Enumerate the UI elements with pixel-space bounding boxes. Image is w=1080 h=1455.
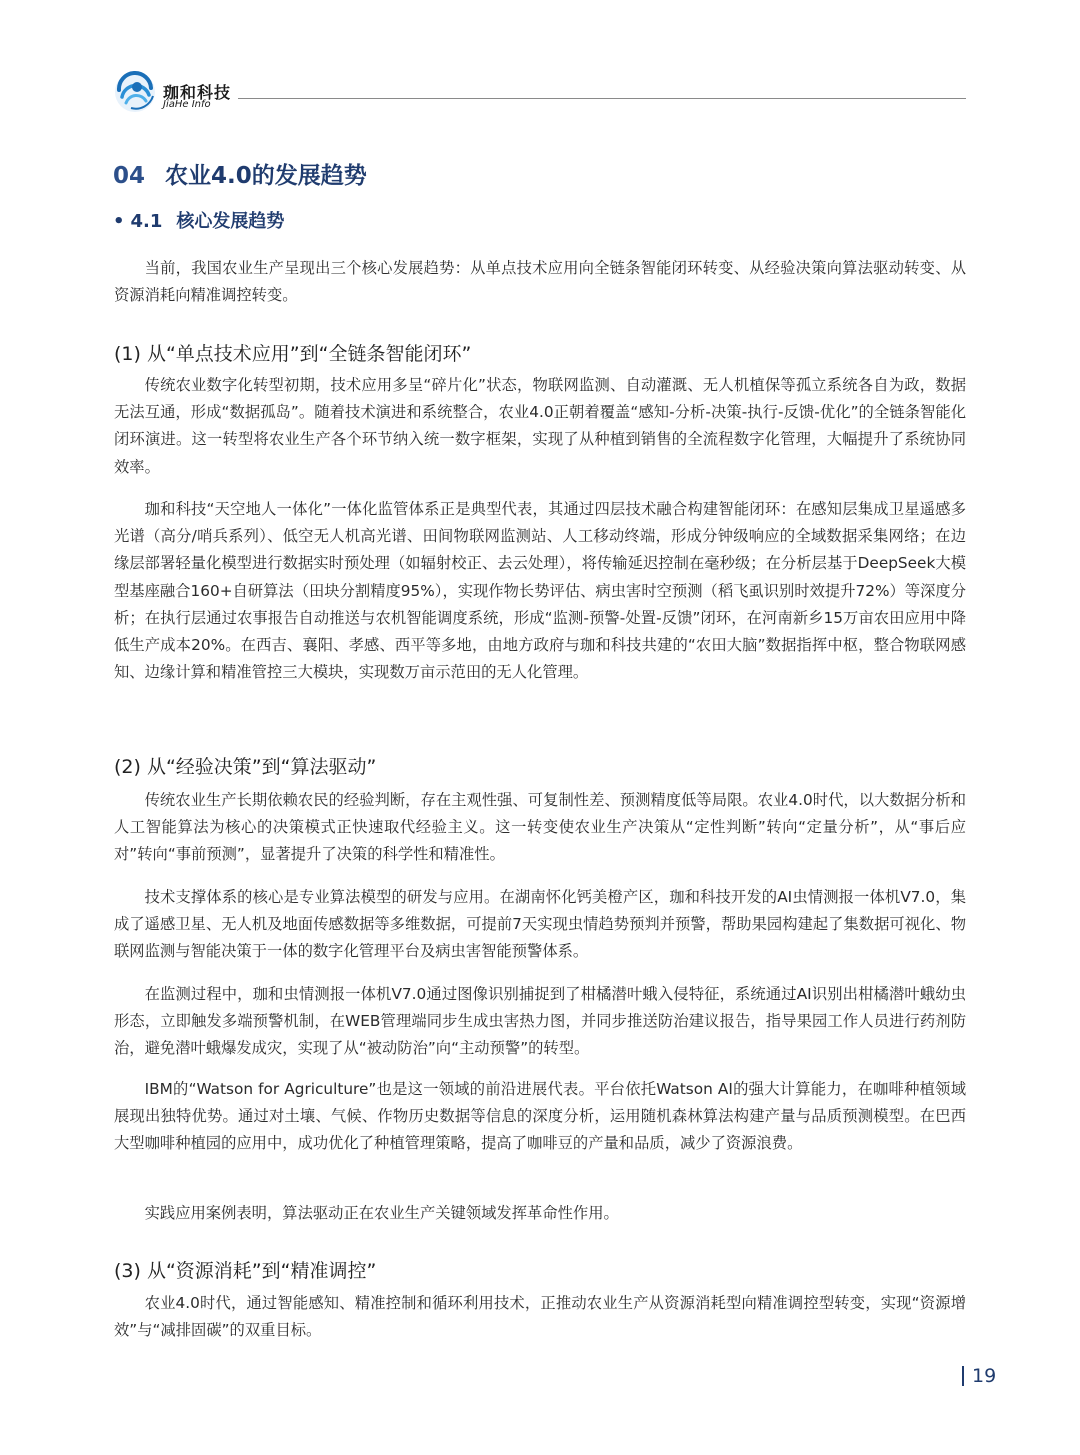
header-divider <box>238 98 966 99</box>
section-title <box>113 157 367 190</box>
company-name-cn: 珈和科技 <box>163 83 232 102</box>
company-name-en: JiaHe Info <box>163 99 211 110</box>
page-number <box>962 1365 996 1387</box>
trend3-heading: (3) 从“资源消耗”到“精准调控” <box>114 1260 377 1282</box>
subsection-title <box>113 207 284 233</box>
bullet-icon: • <box>113 211 125 232</box>
intro-paragraph: 当前，我国农业生产呈现出三个核心发展趋势：从单点技术应用向全链条智能闭环转变、从经验决策向算法驱动转变、从资源消耗向精准调控转变。 <box>114 259 966 305</box>
subsection-number: 4.1 <box>130 211 163 232</box>
trend2-paragraph-3: 在监测过程中，珈和虫情测报一体机V7.0通过图像识别捕捉到了柑橘潜叶蛾入侵特征，系统通过AI识别出柑橘潜叶蛾幼虫形态，立即触发多端预警机制，在WEB管理端同步生成虫害热力图，并同步推送防治建议报告，指导果园工作人员进行药剂防治，避免潜叶蛾爆发成灾，实现了从“被动防治”向“主动预警”的转型。 <box>114 985 966 1058</box>
trend1-paragraph-1: 传统农业数字化转型初期，技术应用多呈“碎片化”状态，物联网监测、自动灌溉、无人机植保等孤立系统各自为政，数据无法互通，形成“数据孤岛”。随着技术演进和系统整合，农业4.0正朝着覆盖“感知-分析-决策-执行-反馈-优化”的全链条智能化闭环演进。这一转型将农业生产各个环节纳入统一数字框架，实现了从种植到销售的全流程数字化管理，大幅提升了系统协同效率。 <box>114 376 966 476</box>
page-number-value: 19 <box>972 1365 997 1387</box>
section-heading: 农业4.0的发展趋势 <box>165 163 367 189</box>
section-number: 04 <box>113 163 146 189</box>
trend2-paragraph-5: 实践应用案例表明，算法驱动正在农业生产关键领域发挥革命性作用。 <box>144 1204 619 1222</box>
trend2-heading: (2) 从“经验决策”到“算法驱动” <box>114 756 377 778</box>
trend2-paragraph-1: 传统农业生产长期依赖农民的经验判断，存在主观性强、可复制性差、预测精度低等局限。农业4.0时代，以大数据分析和人工智能算法为核心的决策模式正快速取代经验主义。这一转变使农业生产决策从“定性判断”转向“定量分析”，从“事后应对”转向“事前预测”，显著提升了决策的科学性和精准性。 <box>114 791 966 864</box>
trend1-heading: (1) 从“单点技术应用”到“全链条智能闭环” <box>114 343 472 365</box>
trend2-paragraph-4: IBM的“Watson for Agriculture”也是这一领域的前沿进展代表。平台依托Watson AI的强大计算能力，在咖啡种植领域展现出独特优势。通过对土壤、气候、作物历史数据等信息的深度分析，运用随机森林算法构建产量与品质预测模型。在巴西大型咖啡种植园的应用中，成功优化了种植管理策略，提高了咖啡豆的产量和品质，减少了资源浪费。 <box>114 1080 966 1153</box>
trend2-paragraph-2: 技术支撑体系的核心是专业算法模型的研发与应用。在湖南怀化钙美橙产区，珈和科技开发的AI虫情测报一体机V7.0，集成了遥感卫星、无人机及地面传感数据等多维数据，可提前7天实现虫情趋势预判并预警，帮助果园构建起了集数据可视化、物联网监测与智能决策于一体的数字化管理平台及病虫害智能预警体系。 <box>114 888 966 961</box>
trend1-paragraph-2: 珈和科技“天空地人一体化”一体化监管体系正是典型代表，其通过四层技术融合构建智能闭环：在感知层集成卫星遥感多光谱（高分/哨兵系列）、低空无人机高光谱、田间物联网监测站、人工移动终端，形成分钟级响应的全域数据采集网络；在边缘层部署轻量化模型进行数据实时预处理（如辐射校正、去云处理），将传输延迟控制在毫秒级；在分析层基于DeepSeek大模型基座融合160+自研算法（田块分割精度95%），实现作物长势评估、病虫害时空预测（稻飞虱识别时效提升72%）等深度分析；在执行层通过农事报告自动推送与农机智能调度系统，形成“监测-预警-处置-反馈”闭环，在河南新乡15万亩农田应用中降低生产成本20%。在西吉、襄阳、孝感、西平等多地，由地方政府与珈和科技共建的“农田大脑”数据指挥中枢，整合物联网感知、边缘计算和精准管控三大模块，实现数万亩示范田的无人化管理。 <box>114 500 966 682</box>
trend3-paragraph-1: 农业4.0时代，通过智能感知、精准控制和循环利用技术，正推动农业生产从资源消耗型向精准调控型转变，实现“资源增效”与“减排固碳”的双重目标。 <box>114 1294 966 1340</box>
page-header <box>113 70 966 114</box>
subsection-heading: 核心发展趋势 <box>176 211 285 232</box>
jiahe-logo-icon <box>113 70 157 114</box>
